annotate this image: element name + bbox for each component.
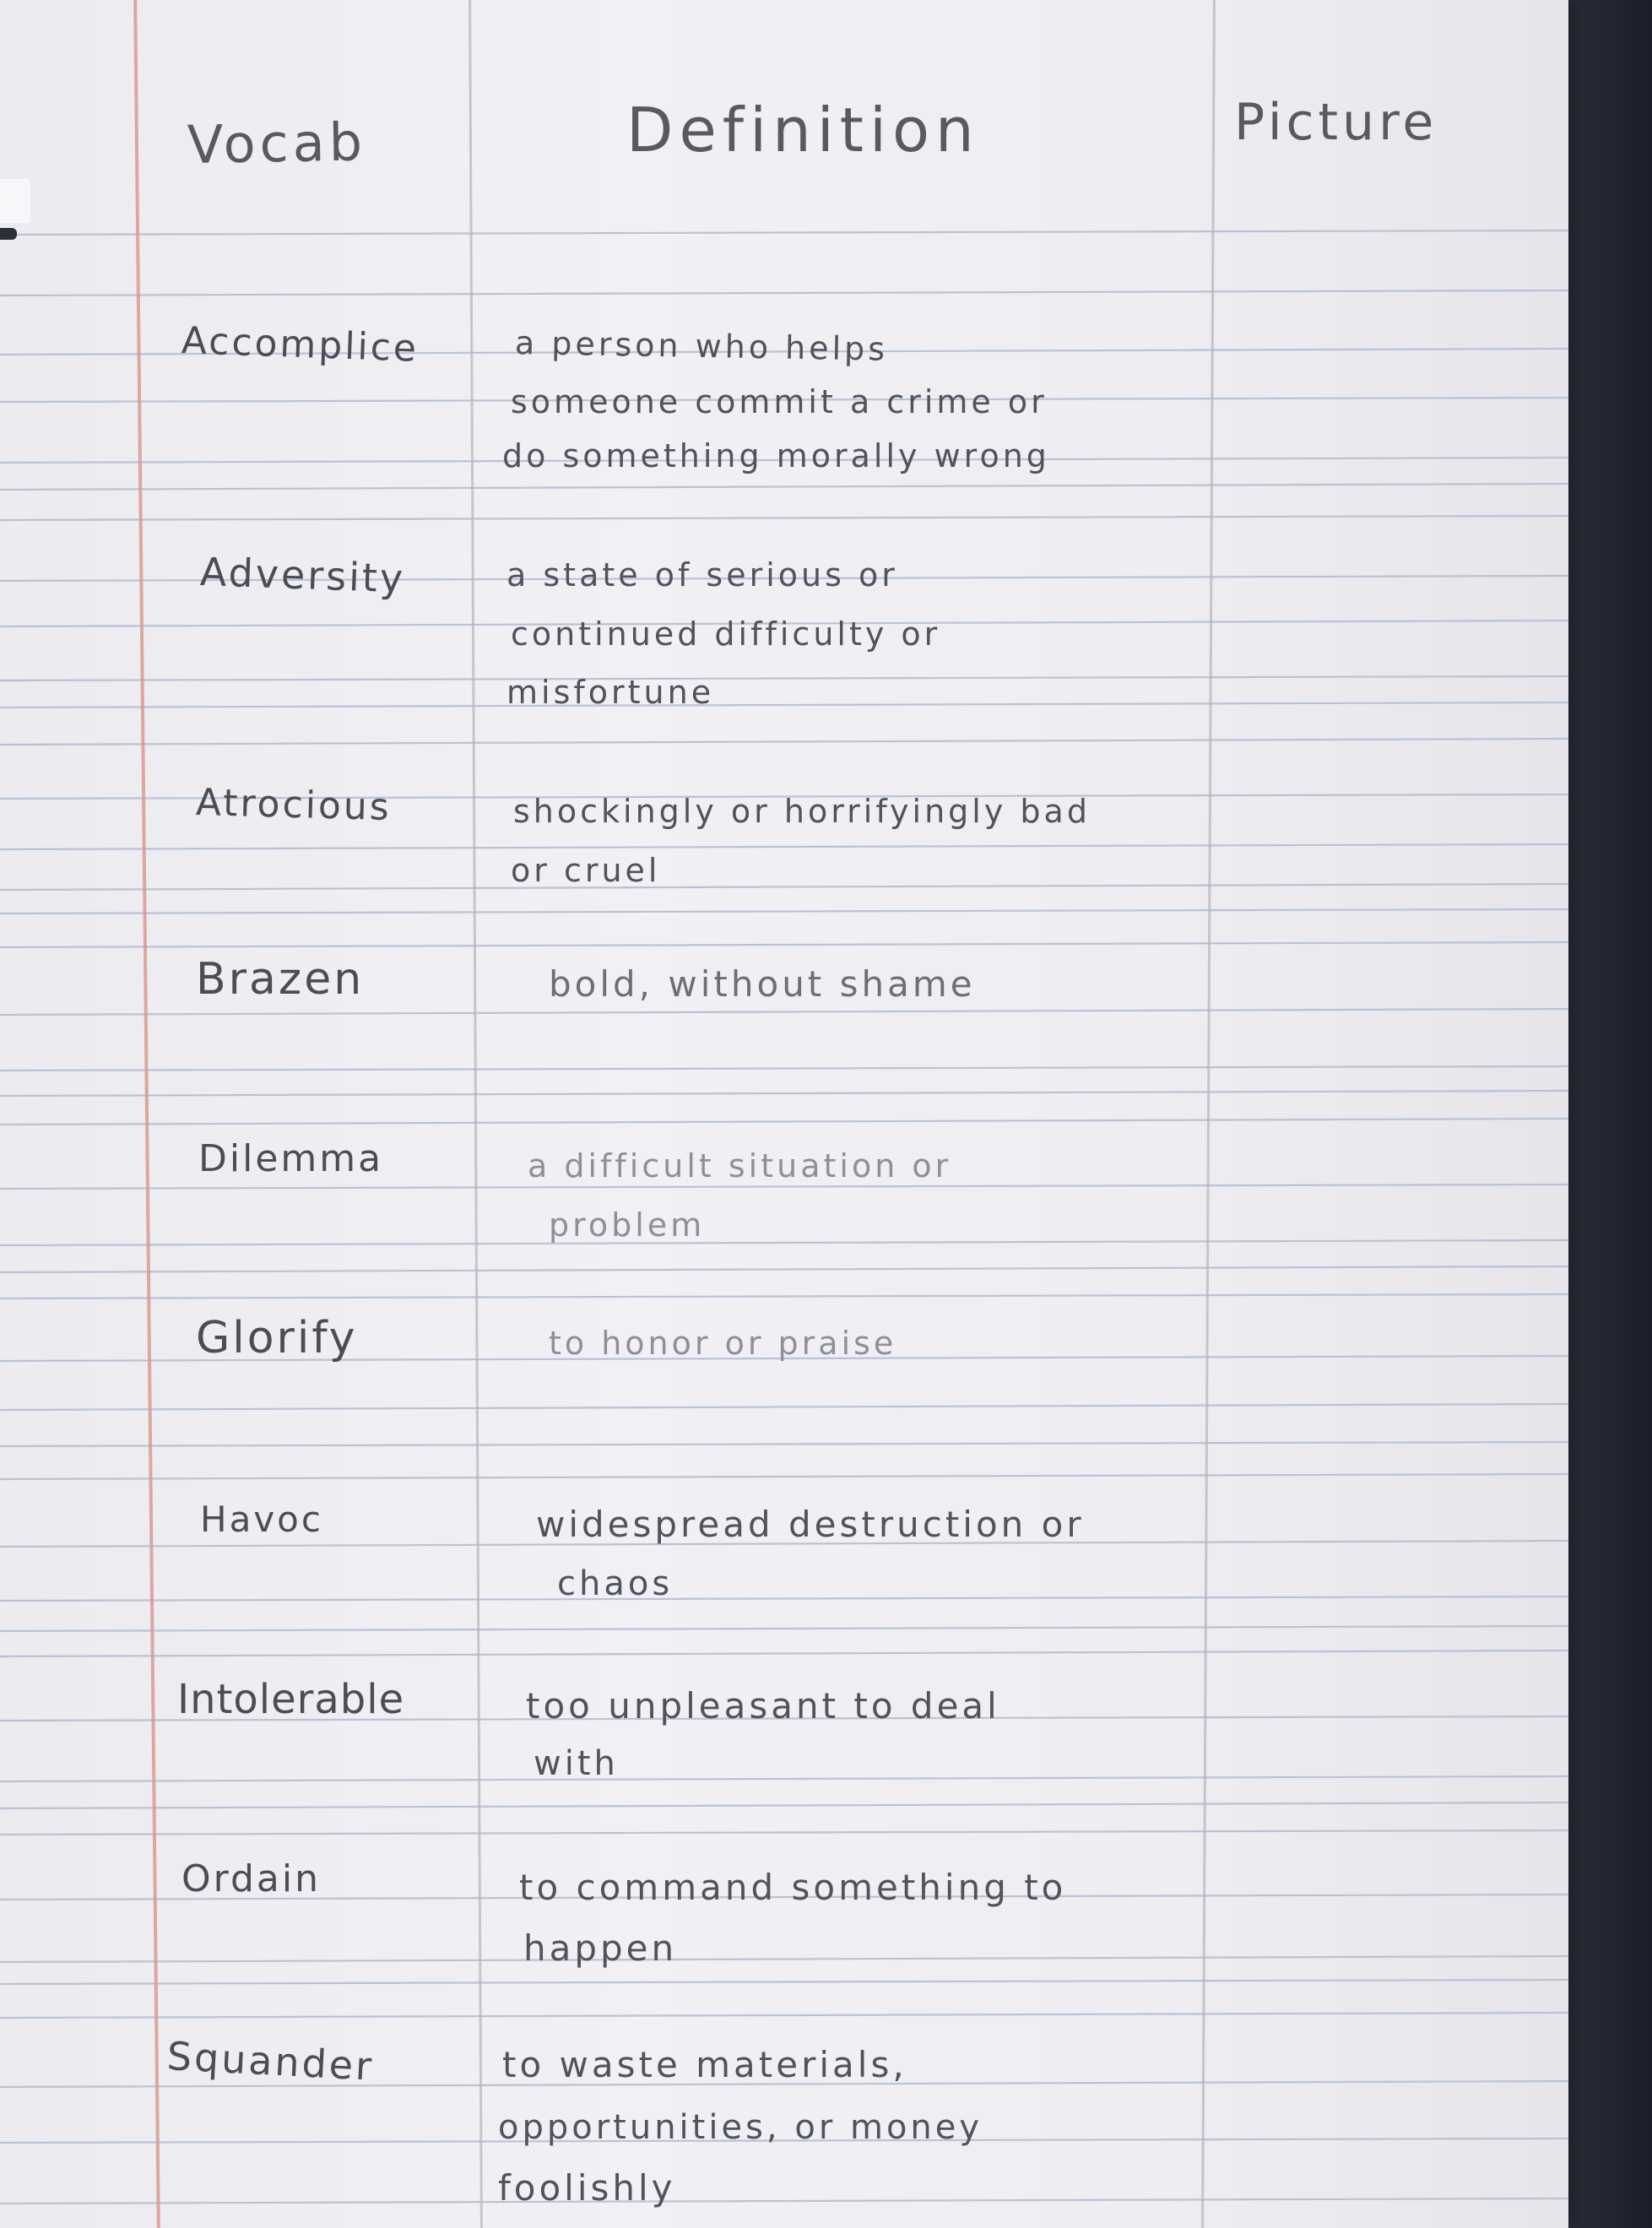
- ruled-line: [0, 1066, 1568, 1071]
- ruled-line: [0, 2198, 1568, 2204]
- definition-line: chaos: [557, 1564, 674, 1603]
- ruled-line: [0, 909, 1568, 913]
- definition-line: to waste materials,: [502, 2044, 907, 2085]
- ruled-line: [0, 1294, 1568, 1298]
- header-definition: Definition: [626, 95, 980, 165]
- vocab-term: Dilemma: [198, 1137, 384, 1180]
- ruled-line: [0, 1956, 1568, 1962]
- ruled-line: [0, 1119, 1568, 1125]
- definition-line: problem: [549, 1206, 706, 1244]
- definition-line: a difficult situation or: [528, 1147, 952, 1184]
- header-vocab: Vocab: [187, 111, 367, 176]
- definition-line: a state of serious or: [506, 556, 898, 594]
- ruled-line: [0, 676, 1568, 680]
- ruled-line: [0, 1802, 1568, 1808]
- ruled-line: [0, 1442, 1568, 1446]
- definition-line: someone commit a crime or: [511, 383, 1048, 420]
- vocab-term: Brazen: [196, 954, 365, 1005]
- ruled-line: [0, 1596, 1568, 1601]
- definition-line: do something morally wrong: [502, 437, 1050, 474]
- definition-line: to honor or praise: [549, 1325, 897, 1362]
- definition-line: too unpleasant to deal: [526, 1685, 1000, 1727]
- definition-line: misfortune: [506, 674, 715, 711]
- vocab-term: Intolerable: [177, 1676, 405, 1723]
- definition-line: shockingly or horrifyingly bad: [513, 793, 1091, 830]
- vocab-term: Squander: [165, 2033, 376, 2090]
- ruled-line: [0, 1651, 1568, 1656]
- binder-hole-shadow: [0, 228, 17, 240]
- dark-background-edge: [1568, 0, 1652, 2228]
- column-divider-picture: [1201, 0, 1216, 2228]
- ruled-line: [0, 942, 1568, 947]
- definition-line: opportunities, or money: [498, 2108, 983, 2147]
- vocab-term: Ordain: [181, 1857, 321, 1900]
- vocab-term: Glorify: [196, 1313, 358, 1363]
- ruled-line: [0, 1980, 1568, 1984]
- vocab-term: Adversity: [199, 549, 407, 602]
- ruled-line: [0, 1474, 1568, 1479]
- definition-line: to command something to: [519, 1867, 1067, 1908]
- definition-line: with: [534, 1744, 619, 1783]
- definition-line: bold, without shame: [549, 963, 976, 1005]
- ruled-line: [0, 2013, 1568, 2018]
- definition-line: or cruel: [511, 852, 661, 889]
- ruled-line: [0, 1240, 1568, 1245]
- definition-line: happen: [523, 1927, 678, 1969]
- vocab-term: Havoc: [200, 1499, 323, 1540]
- definition-line: continued difficulty or: [511, 615, 941, 653]
- ruled-line: [0, 1404, 1568, 1410]
- ruled-line: [0, 702, 1568, 707]
- ruled-line: [0, 844, 1568, 849]
- ruled-line: [0, 290, 1568, 295]
- ruled-line: [0, 230, 1568, 235]
- vocab-term: Accomplice: [181, 319, 420, 371]
- paper-tear-tab: [0, 179, 30, 223]
- ruled-line: [0, 1266, 1568, 1272]
- ruled-line: [0, 739, 1568, 745]
- column-divider-definition: [469, 0, 483, 2228]
- definition-line: widespread destruction or: [536, 1504, 1085, 1545]
- ruled-line: [0, 516, 1568, 520]
- ruled-line: [0, 1776, 1568, 1781]
- definition-line: foolishly: [498, 2167, 676, 2209]
- ruled-line: [0, 1626, 1568, 1631]
- red-margin-line: [133, 0, 160, 2228]
- ruled-line: [0, 884, 1568, 890]
- header-picture: Picture: [1234, 93, 1438, 152]
- vocab-term: Atrocious: [195, 781, 393, 830]
- definition-line: a person who helps: [514, 324, 889, 368]
- ruled-line: [0, 1091, 1568, 1096]
- ruled-line: [0, 1830, 1568, 1835]
